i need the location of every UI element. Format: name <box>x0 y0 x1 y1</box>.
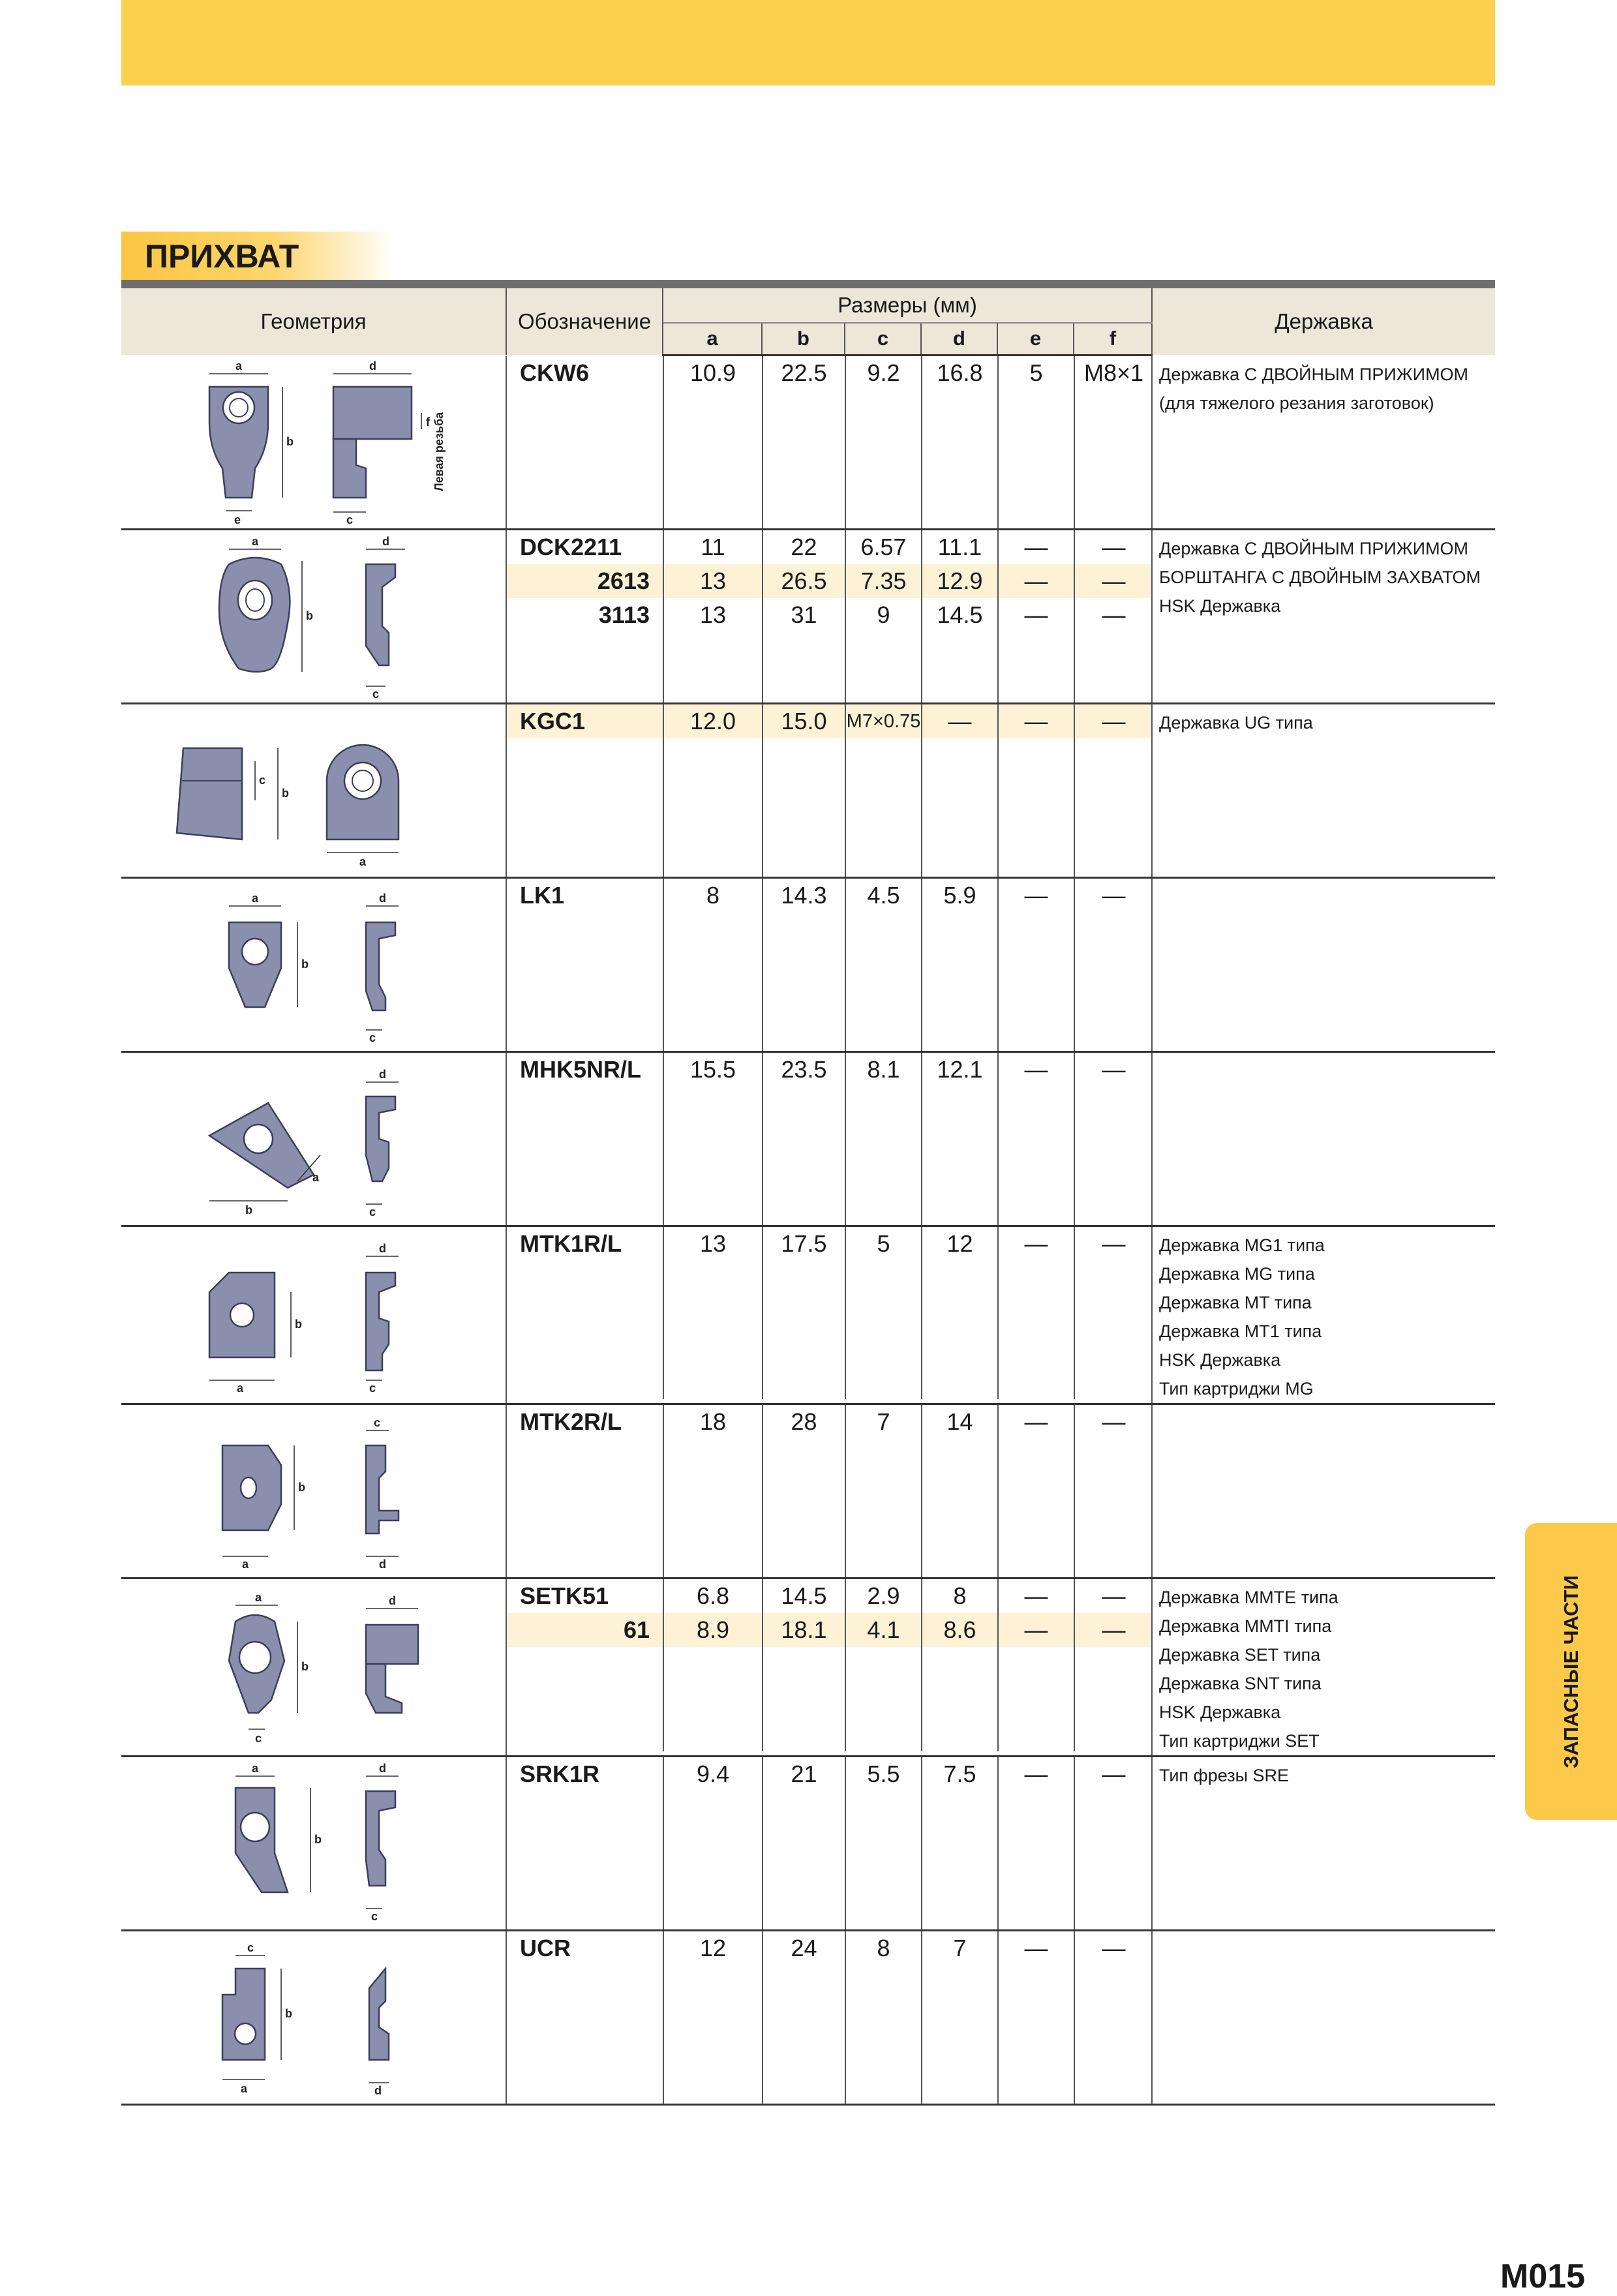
dim-value-b: 14.3 <box>763 879 845 913</box>
dim-value-f: — <box>1074 704 1153 738</box>
dimension-label: d <box>388 1594 396 1607</box>
dim-value-f: — <box>1074 1579 1153 1613</box>
table-line <box>507 1579 1153 1613</box>
header-dim-f: f <box>1074 323 1152 355</box>
dim-value-b: 26.5 <box>763 564 845 598</box>
section-title: ПРИХВАТ <box>121 232 395 281</box>
dim-value-b: 23.5 <box>763 1053 845 1087</box>
dim-value-f: — <box>1074 879 1153 913</box>
dim-value-c: 4.1 <box>845 1613 922 1647</box>
dim-value-f: — <box>1074 1053 1153 1087</box>
geometry-drawing <box>121 530 506 704</box>
dim-value-a: 12 <box>699 1935 727 1961</box>
holder-item: Державка MMTE типа <box>1159 1588 1338 1607</box>
dim-value-b: 22 <box>763 530 845 564</box>
dimension-label: a <box>236 1382 243 1395</box>
dim-value-b: 17.5 <box>763 1227 845 1261</box>
dim-value-e: — <box>998 530 1074 564</box>
dim-value-d: 7 <box>922 1931 998 1965</box>
geometry-drawing <box>121 1226 506 1404</box>
dimension-label: a <box>251 1762 258 1775</box>
holder-cell <box>1152 1052 1495 1226</box>
table-line <box>507 1613 1153 1647</box>
dimension-label: a <box>240 2082 247 2095</box>
holder-cell <box>1152 1578 1495 1757</box>
dimension-label: b <box>245 1203 252 1216</box>
dim-value-b: 24 <box>763 1931 845 1965</box>
holder-item: Державка SNT типа <box>1159 1674 1322 1693</box>
table-line <box>507 356 1153 390</box>
page-number: M015 <box>1500 2258 1586 2295</box>
dim-value-b: 28 <box>763 1405 845 1439</box>
header-dim-c: c <box>845 323 921 355</box>
dimension-label: a <box>241 1558 249 1571</box>
row-values <box>506 704 1152 878</box>
dim-value-f: M8×1 <box>1074 356 1153 390</box>
geometry-drawing <box>121 1052 506 1226</box>
dim-value-d: 7.5 <box>922 1757 998 1791</box>
row-values <box>506 1578 1152 1757</box>
dimension-label: c <box>372 687 379 698</box>
dimension-label: b <box>301 958 309 971</box>
dimension-label: b <box>305 609 313 622</box>
table-line <box>507 530 1153 564</box>
row-values <box>506 530 1152 704</box>
dim-value-f: — <box>1074 598 1153 632</box>
geometry-drawing <box>121 878 506 1052</box>
dim-value-e: — <box>998 704 1074 738</box>
dim-value-f: — <box>1074 1405 1153 1439</box>
holder-item: Державка С ДВОЙНЫМ ПРИЖИМОМ <box>1159 365 1469 384</box>
holder-cell <box>1152 1931 1495 2105</box>
dimension-label: c <box>258 774 265 787</box>
table-line <box>507 1931 1153 1965</box>
dimension-label: c <box>346 513 353 524</box>
dim-value-c: 8 <box>845 1931 922 1965</box>
dim-value-b: 21 <box>763 1757 845 1791</box>
dim-value-e: — <box>998 1757 1074 1791</box>
table-line <box>507 1053 1153 1087</box>
dim-value-c: 6.57 <box>845 530 922 564</box>
dim-value-e: — <box>998 879 1074 913</box>
table-row <box>121 878 1495 1052</box>
dim-value-f: — <box>1074 530 1153 564</box>
dim-value-c: 2.9 <box>845 1579 922 1613</box>
holder-item: Тип фрезы SRE <box>1159 1766 1290 1785</box>
dim-value-d: 16.8 <box>922 356 998 390</box>
dim-value-c: 7.35 <box>845 564 922 598</box>
dim-value-d: 12 <box>922 1227 998 1261</box>
dim-value-a: 15.5 <box>689 1056 736 1083</box>
dimension-label: b <box>284 2007 292 2020</box>
dimension-label: b <box>301 1660 309 1673</box>
dim-value-b: 14.5 <box>763 1579 845 1613</box>
dimension-label: a <box>235 361 242 372</box>
dim-value-c: 5 <box>845 1227 922 1261</box>
holder-item: Тип картриджи SET <box>1159 1731 1320 1751</box>
dim-value-d: 8 <box>922 1579 998 1613</box>
holder-item: Державка MMTI типа <box>1159 1616 1332 1636</box>
dimension-label: c <box>247 1941 254 1954</box>
header-dim-b: b <box>762 323 845 355</box>
dim-value-d: 14 <box>922 1405 998 1439</box>
table-line <box>507 1227 1153 1261</box>
table-row <box>121 1757 1495 1931</box>
dim-value-b: 15.0 <box>763 704 845 738</box>
dim-value-e: — <box>998 1579 1074 1613</box>
header-dim-a: a <box>663 323 762 355</box>
dimension-label: e <box>234 513 241 524</box>
table-row <box>121 1404 1495 1578</box>
holder-item: Державка MT1 типа <box>1159 1322 1322 1341</box>
geometry-drawing <box>121 1931 506 2105</box>
dim-value-b: 31 <box>763 598 845 632</box>
holder-item: Державка MG типа <box>1159 1264 1315 1284</box>
holder-item: Державка UG типа <box>1159 713 1313 733</box>
dimension-label: b <box>297 1481 305 1494</box>
dim-value-b: 18.1 <box>763 1613 845 1647</box>
dim-value-a: 10.9 <box>689 359 736 386</box>
dimension-label: c <box>369 1382 376 1395</box>
dimension-label: d <box>378 1242 386 1255</box>
holder-item: HSK Державка <box>1159 596 1281 616</box>
designation-cell: DCK2211 <box>507 530 663 564</box>
dimension-label: b <box>281 787 289 800</box>
dim-value-a: 11 <box>701 534 725 560</box>
dim-value-c: 9 <box>845 598 922 632</box>
holder-cell <box>1152 878 1495 1052</box>
dim-value-f: — <box>1074 1931 1153 1965</box>
dim-value-c: 4.5 <box>845 879 922 913</box>
dim-value-e: — <box>998 564 1074 598</box>
table-line <box>507 704 1153 738</box>
designation-cell: MHK5NR/L <box>507 1053 663 1087</box>
holder-cell <box>1152 356 1495 530</box>
holder-cell <box>1152 1404 1495 1578</box>
dimension-label: c <box>373 1416 380 1429</box>
dim-value-e: — <box>998 1227 1074 1261</box>
header-dim-e: e <box>997 323 1074 355</box>
holder-item: БОРШТАНГА С ДВОЙНЫМ ЗАХВАТОМ <box>1159 567 1481 587</box>
dimension-label: d <box>382 535 389 548</box>
table-line <box>507 564 1153 598</box>
dim-value-a: 8.9 <box>663 1613 763 1647</box>
dim-value-d: 12.1 <box>922 1053 998 1087</box>
holder-item: Державка MT типа <box>1159 1293 1312 1312</box>
table-line <box>507 1757 1153 1791</box>
dim-value-d: 12.9 <box>922 564 998 598</box>
designation-cell: SRK1R <box>507 1757 663 1791</box>
dimension-label: c <box>369 1031 376 1044</box>
dim-value-a: 18 <box>699 1408 727 1435</box>
holder-item: (для тяжелого резания заготовок) <box>1159 393 1434 413</box>
holder-item: HSK Державка <box>1159 1350 1281 1370</box>
header-designation: Обозначение <box>506 288 663 355</box>
dim-value-e: — <box>998 1931 1074 1965</box>
dim-value-c: 5.5 <box>845 1757 922 1791</box>
dimension-label: a <box>312 1171 319 1184</box>
table-row <box>121 1578 1495 1757</box>
dim-value-c: 8.1 <box>845 1053 922 1087</box>
designation-cell: CKW6 <box>507 356 663 390</box>
table-row <box>121 530 1495 704</box>
dim-value-a: 9.4 <box>696 1760 730 1787</box>
header-dimensions: Размеры (мм) <box>663 288 1152 323</box>
dimension-label: d <box>374 2084 382 2097</box>
holder-item: Державка С ДВОЙНЫМ ПРИЖИМОМ <box>1159 539 1469 558</box>
dim-value-b: 22.5 <box>763 356 845 390</box>
dim-value-a: 8 <box>706 882 720 909</box>
designation-cell: MTK1R/L <box>507 1227 663 1261</box>
geometry-drawing <box>121 356 506 530</box>
dimension-label: a <box>251 535 258 548</box>
dim-value-f: — <box>1074 1227 1153 1261</box>
dimension-label: d <box>378 1068 386 1081</box>
dim-value-a: 6.8 <box>696 1582 730 1609</box>
holder-item: Державка MG1 типа <box>1159 1235 1325 1255</box>
row-values <box>506 1931 1152 2105</box>
dim-value-f: — <box>1074 1613 1153 1647</box>
dimension-label: f <box>425 415 430 429</box>
holder-item: Державка SET типа <box>1159 1645 1321 1665</box>
dim-value-c: 9.2 <box>845 356 922 390</box>
dimension-label: d <box>369 361 376 372</box>
designation-cell: LK1 <box>507 879 663 913</box>
dim-value-f: — <box>1074 1757 1153 1791</box>
dim-value-a: 12.0 <box>663 704 763 738</box>
row-values <box>506 1404 1152 1578</box>
top-color-band <box>121 0 1495 85</box>
holder-item: Тип картриджи MG <box>1159 1379 1314 1398</box>
clamp-spec-table <box>121 288 1495 356</box>
table-row <box>121 1931 1495 2105</box>
dimension-label: c <box>369 1205 376 1218</box>
header-geometry: Геометрия <box>121 288 506 355</box>
dim-value-d: 11.1 <box>922 530 998 564</box>
side-tab-spare-parts[interactable] <box>1525 1523 1617 1820</box>
holder-item: HSK Державка <box>1159 1702 1281 1722</box>
table-line <box>507 598 1153 632</box>
geometry-drawing <box>121 1404 506 1578</box>
designation-cell: 61 <box>507 1613 663 1647</box>
geometry-drawing <box>121 1757 506 1931</box>
dim-value-d: 8.6 <box>922 1613 998 1647</box>
header-holder: Державка <box>1152 288 1495 355</box>
side-tab-label: ЗАПАСНЫЕ ЧАСТИ <box>1559 1575 1582 1768</box>
dimension-label: b <box>286 435 294 448</box>
clamp-spec-body <box>121 356 1495 2106</box>
row-values <box>506 878 1152 1052</box>
dim-value-d: 14.5 <box>922 598 998 632</box>
table-line <box>507 1405 1153 1439</box>
dim-value-e: 5 <box>998 356 1074 390</box>
geometry-drawing <box>121 1578 506 1757</box>
dimension-label: a <box>254 1591 262 1604</box>
designation-cell: MTK2R/L <box>507 1405 663 1439</box>
dimension-label: d <box>378 1558 386 1571</box>
dimension-label: b <box>314 1833 322 1846</box>
row-values <box>506 356 1152 530</box>
dim-value-d: — <box>922 704 998 738</box>
row-values <box>506 1757 1152 1931</box>
table-row <box>121 1052 1495 1226</box>
dim-value-a: 13 <box>699 601 727 628</box>
left-thread-label: Левая резьба <box>432 412 446 491</box>
designation-cell: UCR <box>507 1931 663 1965</box>
holder-cell <box>1152 704 1495 878</box>
dimension-label: d <box>378 892 386 905</box>
designation-cell: SETK51 <box>507 1579 663 1613</box>
row-values <box>506 1052 1152 1226</box>
title-rule <box>121 280 1495 288</box>
designation-cell: 2613 <box>507 564 663 598</box>
dim-value-a: 13 <box>699 1230 727 1257</box>
dimension-label: d <box>378 1762 386 1775</box>
dimension-label: c <box>370 1910 378 1923</box>
dim-value-e: — <box>998 1053 1074 1087</box>
dim-value-a: 13 <box>663 564 763 598</box>
dimension-label: c <box>254 1732 262 1745</box>
holder-cell <box>1152 530 1495 704</box>
designation-cell: 3113 <box>507 598 663 632</box>
geometry-drawing <box>121 704 506 878</box>
table-line <box>507 879 1153 913</box>
designation-cell: KGC1 <box>507 704 663 738</box>
dim-value-e: — <box>998 1613 1074 1647</box>
dim-value-e: — <box>998 1405 1074 1439</box>
dim-value-c: 7 <box>845 1405 922 1439</box>
holder-cell <box>1152 1757 1495 1931</box>
table-row <box>121 1226 1495 1404</box>
dim-value-d: 5.9 <box>922 879 998 913</box>
dimension-label: a <box>359 855 366 868</box>
dimension-label: a <box>251 892 258 905</box>
dim-value-f: — <box>1074 564 1153 598</box>
table-row <box>121 356 1495 530</box>
row-values <box>506 1226 1152 1404</box>
table-row <box>121 704 1495 878</box>
dim-value-c: M7×0.75 <box>845 704 922 738</box>
dimension-label: b <box>294 1318 302 1331</box>
holder-cell <box>1152 1226 1495 1404</box>
header-dim-d: d <box>921 323 997 355</box>
dim-value-e: — <box>998 598 1074 632</box>
